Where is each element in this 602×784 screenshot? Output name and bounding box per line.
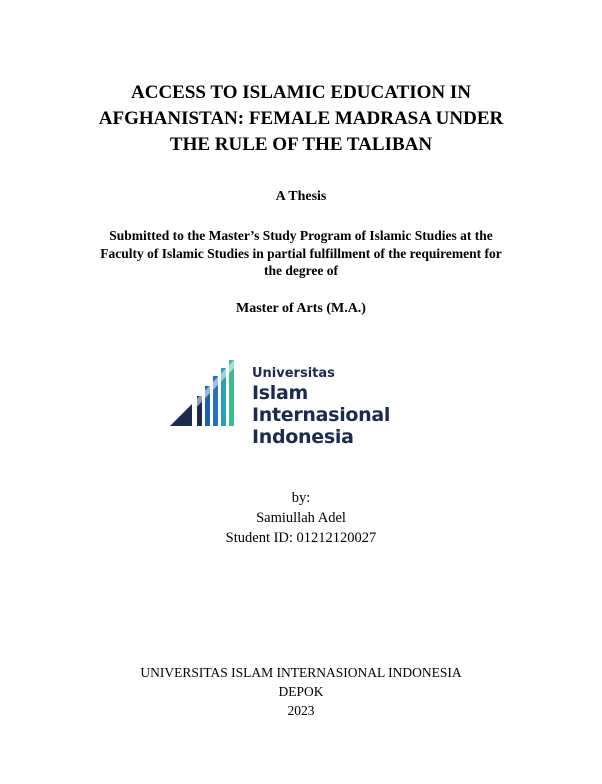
document-type: A Thesis <box>275 189 327 204</box>
student-id: Student ID: 01212120027 <box>225 530 377 546</box>
year: 2023 <box>287 703 315 718</box>
author-name: Samiullah Adel <box>256 510 346 526</box>
institution-name: UNIVERSITAS ISLAM INTERNASIONAL INDONESIA <box>140 665 462 680</box>
submission-statement <box>70 227 532 280</box>
university-logo <box>170 356 440 448</box>
university-logo-text <box>252 366 440 448</box>
title-line-3: THE RULE OF THE TALIBAN <box>169 134 433 155</box>
author-block <box>40 488 562 548</box>
university-logo-mark-icon <box>170 356 240 430</box>
submission-line-3: the degree of <box>264 263 338 278</box>
logo-text-line-1: Universitas <box>252 366 335 381</box>
logo-text-line-3: Indonesia <box>252 426 354 448</box>
title-line-2: AFGHANISTAN: FEMALE MADRASA UNDER <box>98 108 504 129</box>
footer-block <box>40 663 562 720</box>
submission-line-1: Submitted to the Master’s Study Program of Islamic Studies at the <box>109 228 493 243</box>
city-name: DEPOK <box>278 684 324 699</box>
submission-line-2: Faculty of Islamic Studies in partial fulfillment of the requirement for <box>100 245 502 261</box>
by-label: by: <box>291 490 311 506</box>
logo-text-line-2: Islam Internasional <box>252 382 391 426</box>
title-line-1: ACCESS TO ISLAMIC EDUCATION IN <box>131 82 471 103</box>
degree-name: Master of Arts (M.A.) <box>236 301 366 316</box>
thesis-title <box>40 80 562 158</box>
